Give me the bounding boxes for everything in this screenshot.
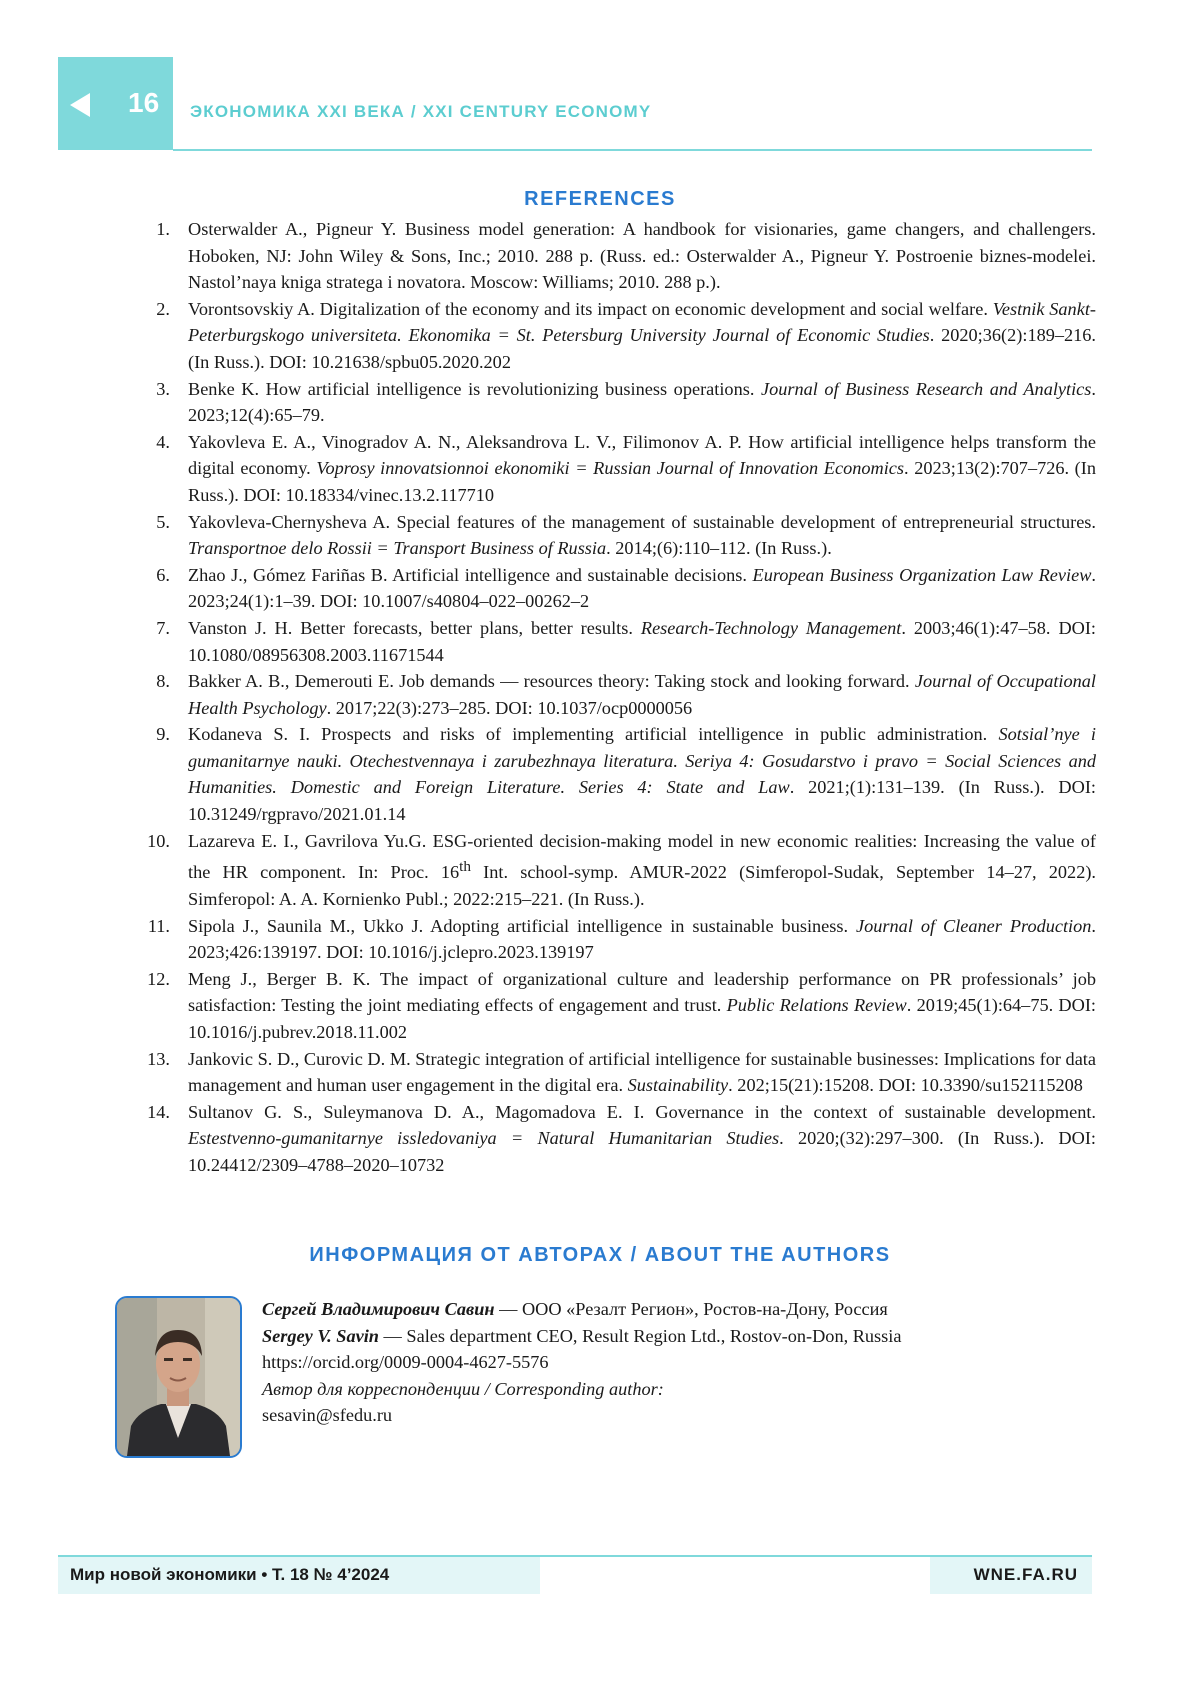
reference-item bbox=[124, 828, 1096, 913]
footer-site-link[interactable]: WNE.FA.RU bbox=[930, 1557, 1092, 1594]
reference-item bbox=[124, 1046, 1096, 1099]
reference-text: Meng J., Berger B. K. The impact of organizational culture and leadership performance on PR professionals’ job satisfaction: Testing the joint mediating effects of engagement and trust. Public Relations Review. 2019;45(1):64–75. DOI: 10.1016/j.pubrev.2018.11.002 bbox=[188, 968, 1097, 1042]
reference-item bbox=[124, 668, 1096, 721]
authors-heading: ИНФОРМАЦИЯ ОТ АВТОРАХ / ABOUT THE AUTHORS bbox=[309, 1244, 891, 1266]
author-line-en bbox=[262, 1323, 1092, 1350]
header-divider bbox=[173, 149, 1092, 151]
reference-item bbox=[124, 296, 1096, 376]
reference-text: Osterwalder A., Pigneur Y. Business model generation: A handbook for visionaries, game changers, and challengers. Hoboken, NJ: John Wiley & Sons, Inc.; 2010. 288 p. (Russ. ed.: Osterwalder A., Pigneur Y. Postroenie biznes-modelei. Nastol’naya kniga stratega i novatora. Moscow: Williams; 2010. 288 p.). bbox=[188, 219, 1096, 293]
page-number: 16 bbox=[128, 87, 160, 118]
reference-number: 3. bbox=[156, 378, 170, 399]
reference-text: Yakovleva-Chernysheva A. Special features of the management of sustainable development of entrepreneurial structures. Transportnoe delo Rossii = Transport Business of Russia. 2014;(6):110–112. (In Russ.). bbox=[188, 511, 1096, 559]
references-heading: REFERENCES bbox=[524, 188, 676, 210]
back-arrow-icon[interactable] bbox=[70, 93, 90, 117]
reference-number: 7. bbox=[156, 617, 170, 638]
reference-text: Vanston J. H. Better forecasts, better plans, better results. Research-Technology Management. 2003;46(1):47–58. DOI: 10.1080/08956308.2003.11671544 bbox=[188, 617, 1097, 665]
author-portrait-icon bbox=[117, 1298, 240, 1456]
reference-text: Sultanov G. S., Suleymanova D. A., Magomadova E. I. Governance in the context of sustainable development. Estestvenno-gumanitarnye issledovaniya = Natural Humanitarian Studies. 2020;(32):297–300. (In Russ.). DOI: 10.24412/2309–4788–2020–10732 bbox=[188, 1101, 1097, 1175]
reference-item bbox=[124, 509, 1096, 562]
reference-number: 4. bbox=[156, 431, 170, 452]
reference-number: 13. bbox=[147, 1048, 170, 1069]
reference-item bbox=[124, 429, 1096, 509]
references-list bbox=[124, 216, 1096, 1178]
reference-item bbox=[124, 562, 1096, 615]
reference-text: Jankovic S. D., Curovic D. M. Strategic integration of artificial intelligence for sustainable businesses: Implications for data management and human user engagement in the digital era. Sustainability. 202;15(21):15208. DOI: 10.3390/su152115208 bbox=[188, 1048, 1096, 1096]
reference-item bbox=[124, 1099, 1096, 1179]
reference-text: Yakovleva E. A., Vinogradov A. N., Aleksandrova L. V., Filimonov A. P. How artificial intelligence helps transform the digital economy. Voprosy innovatsionnoi ekonomiki = Russian Journal of Innovation Economics. 2023;13(2):707–726. (In Russ.). DOI: 10.18334/vinec.13.2.117710 bbox=[188, 431, 1097, 505]
reference-number: 2. bbox=[156, 298, 170, 319]
reference-number: 11. bbox=[147, 915, 170, 936]
author-photo bbox=[115, 1296, 242, 1458]
reference-text: Kodaneva S. I. Prospects and risks of implementing artificial intelligence in public administration. Sotsial’nye i gumanitarnye nauki. Otechestvennaya i zarubezhnaya literatura. Seriya 4: Gosudarstvo i pravo = Social Sciences and Humanities. Domestic and Foreign Literature. Series 4: State and Law. 2021;(1):131–139. (In Russ.). DOI: 10.31249/rgpravo/2021.01.14 bbox=[188, 724, 1096, 825]
reference-item bbox=[124, 615, 1096, 668]
author-orcid-link[interactable]: https://orcid.org/0009-0004-4627-5576 bbox=[262, 1352, 549, 1373]
reference-number: 1. bbox=[156, 219, 170, 239]
reference-text: Vorontsovskiy A. Digitalization of the economy and its impact on economic development and social welfare. Vestnik Sankt-Peterburgskogo universiteta. Ekonomika = St. Petersburg University Journal of Economic Studies. 2020;36(2):189–216. (In Russ.). DOI: 10.21638/spbu05.2020.202 bbox=[188, 298, 1096, 372]
author-info bbox=[262, 1296, 1092, 1429]
reference-item bbox=[124, 216, 1096, 296]
reference-text: Benke K. How artificial intelligence is revolutionizing business operations. Journal of Business Research and Analytics. 2023;12(4):65–79. bbox=[188, 378, 1096, 426]
reference-number: 12. bbox=[147, 968, 170, 989]
journal-running-title: ЭКОНОМИКА XXI ВЕКА / XXI CENTURY ECONOMY bbox=[190, 102, 652, 121]
corresponding-author-label: Автор для корреспонденции / Corresponding author: bbox=[262, 1378, 664, 1399]
reference-item bbox=[124, 721, 1096, 827]
reference-number: 10. bbox=[147, 830, 170, 851]
reference-item bbox=[124, 376, 1096, 429]
reference-item bbox=[124, 913, 1096, 966]
author-name-en: Sergey V. Savin bbox=[262, 1325, 379, 1346]
footer-journal-issue: Мир новой экономики • Т. 18 № 4’2024 bbox=[58, 1557, 540, 1594]
reference-number: 6. bbox=[156, 564, 170, 585]
reference-item bbox=[124, 966, 1096, 1046]
reference-number: 8. bbox=[156, 671, 170, 692]
reference-number: 9. bbox=[156, 724, 170, 745]
author-affiliation-en: — Sales department CEO, Result Region Ltd., Rostov-on-Don, Russia bbox=[378, 1325, 902, 1346]
author-affiliation-ru: — ООО «Резалт Регион», Ростов-на-Дону, Россия bbox=[494, 1299, 888, 1319]
reference-text: Bakker A. B., Demerouti E. Job demands — resources theory: Taking stock and looking forward. Journal of Occupational Health Psychology. 2017;22(3):273–285. DOI: 10.1037/ocp0000056 bbox=[188, 671, 1096, 718]
reference-text: Lazareva E. I., Gavrilova Yu.G. ESG-oriented decision-making model in new economic realities: Increasing the value of the HR component. In: Proc. 16th Int. school-symp. AMUR-2022 (Simferopol-Sudak, September 14–27, 2022). Simferopol: A. A. Kornienko Publ.; 2022:215–221. (In Russ.). bbox=[188, 830, 1096, 909]
reference-text: Zhao J., Gómez Fariñas B. Artificial intelligence and sustainable decisions. European Business Organization Law Review. 2023;24(1):1–39. DOI: 10.1007/s40804–022–00262–2 bbox=[188, 564, 1096, 612]
reference-text: Sipola J., Saunila M., Ukko J. Adopting artificial intelligence in sustainable business. Journal of Cleaner Production. 2023;426:139197. DOI: 10.1016/j.jclepro.2023.139197 bbox=[188, 915, 1096, 963]
reference-number: 5. bbox=[156, 511, 170, 532]
author-line-ru bbox=[262, 1296, 1092, 1323]
page-number-tab bbox=[58, 57, 173, 150]
author-name-ru: Сергей Владимирович Савин bbox=[262, 1299, 495, 1319]
author-email-link[interactable]: sesavin@sfedu.ru bbox=[262, 1405, 393, 1426]
reference-number: 14. bbox=[147, 1101, 170, 1122]
